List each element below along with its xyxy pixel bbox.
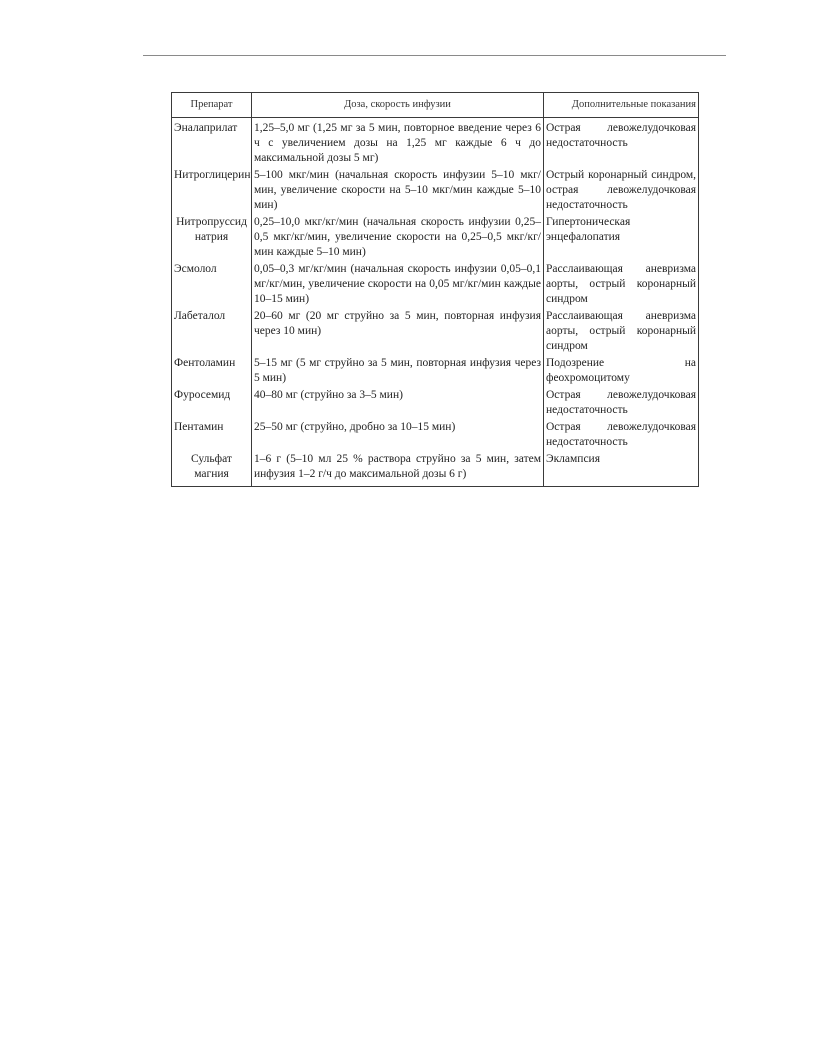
indication-cell: Подозрение на феохромоцитому	[544, 356, 699, 388]
dose-cell: 5–15 мг (5 мг струйно за 5 мин, повторная инфузия через 5 мин)	[252, 356, 544, 388]
table-row	[172, 420, 699, 452]
indication-cell: Острая левожелудочковая недостаточность	[544, 118, 699, 169]
dose-cell: 20–60 мг (20 мг струйно за 5 мин, повторная инфузия через 10 мин)	[252, 309, 544, 356]
dose-cell: 1,25–5,0 мг (1,25 мг за 5 мин, повторное введение через 6 ч с увеличением дозы на 1,25 мг каждые 6 ч до максимальной дозы 5 мг)	[252, 118, 544, 169]
table-row	[172, 168, 699, 215]
dose-cell: 25–50 мг (струйно, дробно за 10–15 мин)	[252, 420, 544, 452]
indication-cell: Острая левожелудочковая недостаточность	[544, 388, 699, 420]
dose-cell: 0,25–10,0 мкг/кг/мин (начальная скорость инфузии 0,25–0,5 мкг/кг/мин, увеличение скорости на 0,25–0,5 мкг/кг/мин каждые 5–10 мин)	[252, 215, 544, 262]
dose-cell: 40–80 мг (струйно за 3–5 мин)	[252, 388, 544, 420]
drug-cell: Эналаприлат	[172, 118, 252, 169]
drug-cell: Эсмолол	[172, 262, 252, 309]
dose-cell: 0,05–0,3 мг/кг/мин (начальная скорость инфузии 0,05–0,1 мг/кг/мин, увеличение скорости на 0,05 мг/кг/мин каждые 10–15 мин)	[252, 262, 544, 309]
drug-cell: Нитропруссид натрия	[172, 215, 252, 262]
drug-cell: Фуросемид	[172, 388, 252, 420]
drug-cell: Нитроглицерин	[172, 168, 252, 215]
table-row	[172, 356, 699, 388]
table-row	[172, 118, 699, 169]
indication-cell: Эклампсия	[544, 452, 699, 487]
header-rule	[143, 55, 726, 56]
header-indication: Дополнительные показания	[544, 93, 699, 118]
header-drug: Препарат	[172, 93, 252, 118]
header-dose: Доза, скорость инфузии	[252, 93, 544, 118]
indication-cell: Расслаивающая аневризма аорты, острый коронарный синдром	[544, 309, 699, 356]
drug-cell: Лабеталол	[172, 309, 252, 356]
table-row	[172, 262, 699, 309]
indication-cell: Расслаивающая аневризма аорты, острый коронарный синдром	[544, 262, 699, 309]
table-row	[172, 215, 699, 262]
dose-cell: 1–6 г (5–10 мл 25 % раствора струйно за 5 мин, затем инфузия 1–2 г/ч до максимальной дозы 6 г)	[252, 452, 544, 487]
dose-cell: 5–100 мкг/мин (начальная скорость инфузии 5–10 мкг/мин, увеличение скорости на 5–10 мкг/мин каждые 5–10 мин)	[252, 168, 544, 215]
table-row	[172, 388, 699, 420]
table-row	[172, 309, 699, 356]
table-row	[172, 452, 699, 487]
drug-cell: Пентамин	[172, 420, 252, 452]
drug-table	[171, 92, 699, 487]
drug-cell: Сульфат магния	[172, 452, 252, 487]
drug-cell: Фентоламин	[172, 356, 252, 388]
indication-cell: Острый коронарный синдром, острая левожелудочковая недостаточность	[544, 168, 699, 215]
table-header-row	[172, 93, 699, 118]
indication-cell: Острая левожелудочковая недостаточность	[544, 420, 699, 452]
indication-cell: Гипертоническая энцефалопатия	[544, 215, 699, 262]
